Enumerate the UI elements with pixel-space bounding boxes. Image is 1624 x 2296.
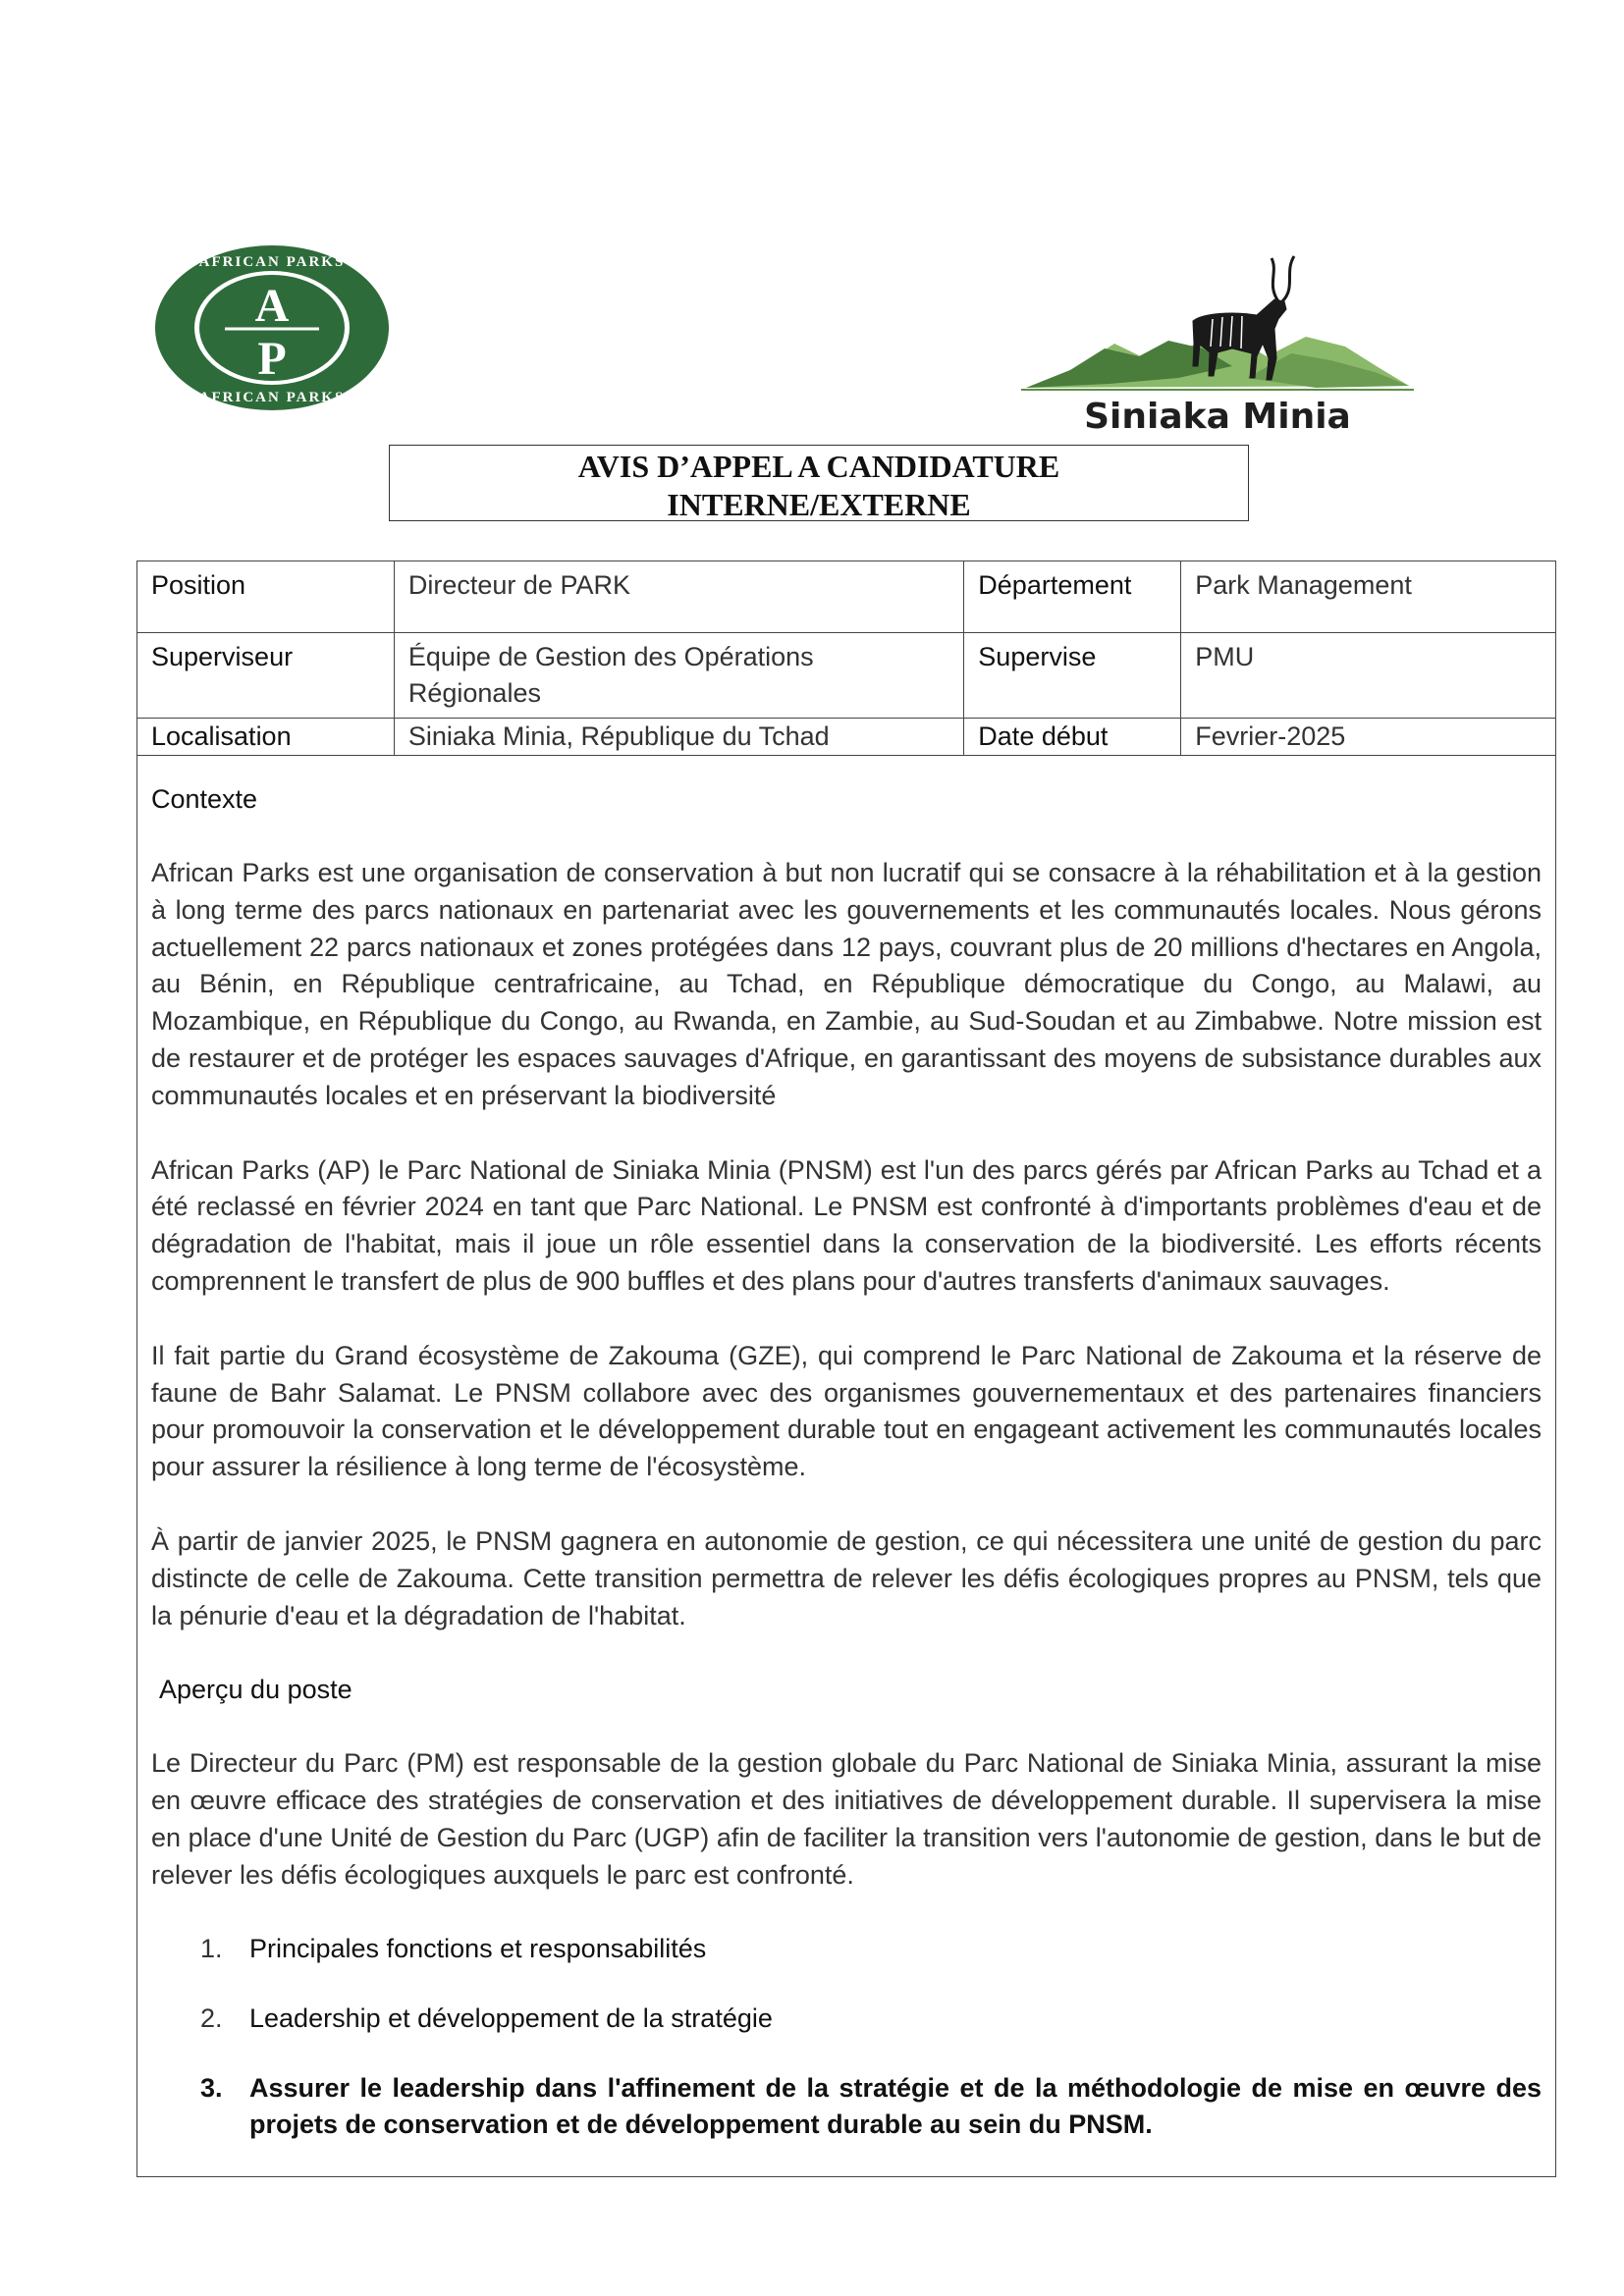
table-row <box>137 561 1556 633</box>
overview-heading: Aperçu du poste <box>159 1675 352 1705</box>
siniaka-minia-wordmark: Siniaka Minia <box>1084 397 1351 437</box>
list-item-text: Assurer le leadership dans l'affinement de la stratégie et de la méthodologie de mise en œuvre des projets de conservation et de développement durable au sein du PNSM. <box>249 2072 1542 2139</box>
supervisor-value: Équipe de Gestion des Opérations Régionales <box>394 633 963 719</box>
title-line-1: AVIS D’APPEL A CANDIDATURE <box>577 449 1060 484</box>
context-paragraph-2: African Parks (AP) le Parc National de Siniaka Minia (PNSM) est l'un des parcs gérés par African Parks au Tchad et a été reclassé en février 2024 en tant que Parc National. Le PNSM est confronté à d'importants problèmes d'eau et de dégradation de l'habitat, mais il joue un rôle essentiel dans la conservation de la biodiversité. Les efforts récents comprennent le transfert de plus de 900 buffles et des plans pour d'autres transferts d'animaux sauvages. <box>151 1154 1542 1296</box>
overview-paragraph: Le Directeur du Parc (PM) est responsable de la gestion globale du Parc National de Siniaka Minia, assurant la mise en œuvre efficace des stratégies de conservation et des initiatives de développement durable. Il supervisera la mise en place d'une Unité de Gestion du Parc (UGP) afin de faciliter la transition vers l'autonomie de gestion, dans le but de relever les défis écologiques auxquels le parc est confronté. <box>151 1748 1542 1890</box>
location-label: Localisation <box>137 719 395 756</box>
department-value: Park Management <box>1181 561 1556 633</box>
siniaka-minia-logo <box>1021 250 1414 437</box>
svg-text:AFRICAN PARKS: AFRICAN PARKS <box>198 254 346 270</box>
svg-text:A: A <box>254 280 290 332</box>
list-item <box>151 2001 1542 2037</box>
svg-text:AFRICAN PARKS: AFRICAN PARKS <box>198 390 346 405</box>
context-paragraph-3: Il fait partie du Grand écosystème de Zakouma (GZE), qui comprend le Parc National de Zakouma et la réserve de faune de Bahr Salamat. Le PNSM collabore avec des organismes gouvernementaux et des partenaires financiers pour promouvoir la conservation et le développement durable tout en engageant activement les communautés locales pour assurer la résilience à long terme de l'écosystème. <box>151 1340 1542 1482</box>
responsibilities-list <box>151 1931 1542 2143</box>
svg-text:P: P <box>257 333 287 385</box>
title-line-2: INTERNE/EXTERNE <box>667 487 971 522</box>
location-value: Siniaka Minia, République du Tchad <box>394 719 963 756</box>
job-description-body <box>136 748 1556 2177</box>
supervises-value: PMU <box>1181 633 1556 719</box>
position-label: Position <box>137 561 395 633</box>
job-info-table <box>136 561 1556 756</box>
list-item-text: Principales fonctions et responsabilités <box>249 1933 707 1963</box>
context-paragraph-1: African Parks est une organisation de conservation à but non lucratif qui se consacre à la réhabilitation et à la gestion à long terme des parcs nationaux en partenariat avec les gouvernements et les communautés locales. Nous gérons actuellement 22 parcs nationaux et zones protégées dans 12 pays, couvrant plus de 20 millions d'hectares en Angola, au Bénin, en République centrafricaine, au Tchad, en République démocratique du Congo, au Malawi, au Mozambique, en République du Congo, au Rwanda, en Zambie, au Sud-Soudan et au Zimbabwe. Notre mission est de restaurer et de protéger les espaces sauvages d'Afrique, en garantissant des moyens de subsistance durables aux communautés locales et en préservant la biodiversité <box>151 858 1542 1110</box>
list-item <box>151 2070 1542 2143</box>
table-row <box>137 633 1556 719</box>
start-date-label: Date début <box>964 719 1181 756</box>
list-item-number: 2. <box>200 2002 223 2033</box>
start-date-value: Fevrier-2025 <box>1181 719 1556 756</box>
african-parks-logo <box>154 244 390 411</box>
list-item-number: 3. <box>200 2072 223 2103</box>
list-item-number: 1. <box>200 1933 223 1963</box>
context-paragraph-4: À partir de janvier 2025, le PNSM gagnera en autonomie de gestion, ce qui nécessitera une unité de gestion du parc distincte de celle de Zakouma. Cette transition permettra de relever les défis écologiques propres au PNSM, tels que la pénurie d'eau et la dégradation de l'habitat. <box>151 1525 1542 1630</box>
department-label: Département <box>964 561 1181 633</box>
list-item <box>151 1931 1542 1967</box>
position-value: Directeur de PARK <box>394 561 963 633</box>
context-heading: Contexte <box>151 784 258 814</box>
supervises-label: Supervise <box>964 633 1181 719</box>
supervisor-label: Superviseur <box>137 633 395 719</box>
document-title <box>389 445 1249 521</box>
list-item-text: Leadership et développement de la stratégie <box>249 2002 773 2033</box>
